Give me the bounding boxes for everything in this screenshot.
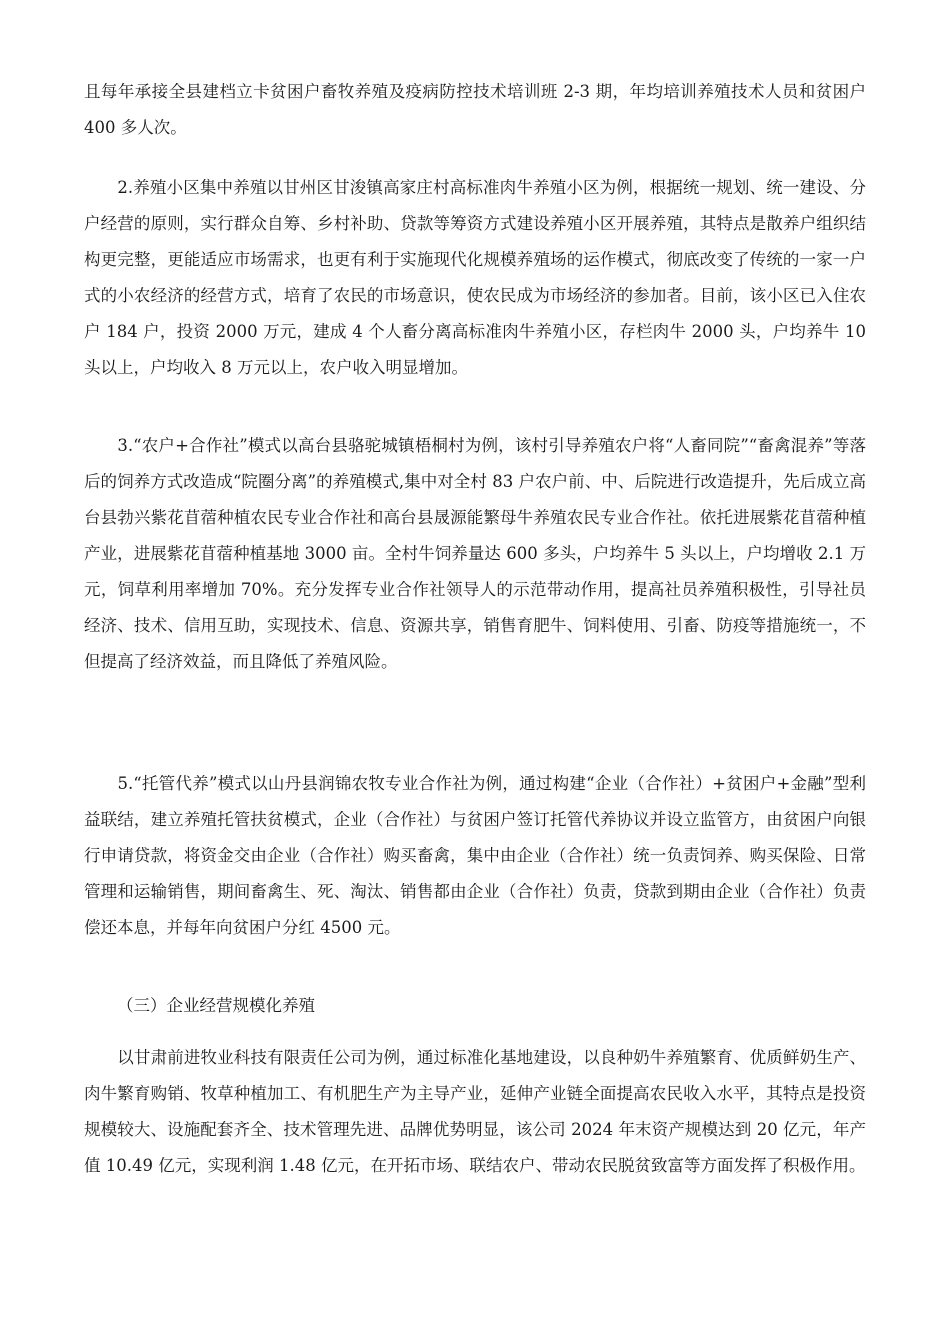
- paragraph-breeding-community: 2.养殖小区集中养殖以甘州区甘浚镇高家庄村高标准肉牛养殖小区为例，根据统一规划、统一建设、分户经营的原则，实行群众自筹、乡村补助、贷款等筹资方式建设养殖小区开展养殖，其特点是散养户组织结构更完整，更能适应市场需求，也更有利于实施现代化规模养殖场的运作模式，彻底改变了传统的一家一户式的小农经济的经营方式，培育了农民的市场意识，使农民成为市场经济的参加者。目前，该小区已入住农户 184 户，投资 2000 万元，建成 4 个人畜分离高标准肉牛养殖小区，存栏肉牛 2000 头，户均养牛 10 头以上，户均收入 8 万元以上，农户收入明显增加。: [84, 178, 866, 377]
- paragraph-enterprise: 以甘肃前进牧业科技有限责任公司为例，通过标准化基地建设，以良种奶牛养殖繁育、优质鲜奶生产、肉牛繁育购销、牧草种植加工、有机肥生产为主导产业，延伸产业链全面提高农民收入水平，其特点是投资规模较大、设施配套齐全、技术管理先进、品牌优势明显，该公司 2024 年末资产规模达到 20 亿元，年产值 10.49 亿元，实现利润 1.48 亿元，在开拓市场、联结农户、带动农民脱贫致富等方面发挥了积极作用。: [84, 1048, 866, 1175]
- paragraph-training: 且每年承接全县建档立卡贫困户畜牧养殖及疫病防控技术培训班 2-3 期，年均培训养殖技术人员和贫困户 400 多人次。: [84, 82, 866, 137]
- paragraph-farmer-cooperative: 3.“农户+合作社”模式以高台县骆驼城镇梧桐村为例，该村引导养殖农户将“人畜同院”“畜禽混养”等落后的饲养方式改造成“院圈分离”的养殖模式,集中对全村 83 户农户前、中、后院进行改造提升，先后成立高台县勃兴紫花苜蓿种植农民专业合作社和高台县晟源能繁母牛养殖农民专业合作社。依托进展紫花苜蓿种植产业，进展紫花苜蓿种植基地 3000 亩。全村牛饲养量达 600 多头，户均养牛 5 头以上，户均增收 2.1 万元，饲草利用率增加 70%。充分发挥专业合作社领导人的示范带动作用，提高社员养殖积极性，引导社员经济、技术、信用互助，实现技术、信息、资源共享，销售育肥牛、饲料使用、引畜、防疫等措施统一，不但提高了经济效益，而且降低了养殖风险。: [84, 436, 866, 671]
- section-heading: （三）企业经营规模化养殖: [117, 996, 315, 1015]
- paragraph-custody-breeding: 5.“托管代养”模式以山丹县润锦农牧专业合作社为例，通过构建“企业（合作社）+贫困户+金融”型利益联结，建立养殖托管扶贫模式，企业（合作社）与贫困户签订托管代养协议并设立监管方，由贫困户向银行申请贷款，将资金交由企业（合作社）购买畜禽，集中由企业（合作社）统一负责饲养、购买保险、日常管理和运输销售，期间畜禽生、死、淘汰、销售都由企业（合作社）负责，贷款到期由企业（合作社）负责偿还本息，并每年向贫困户分红 4500 元。: [84, 774, 866, 937]
